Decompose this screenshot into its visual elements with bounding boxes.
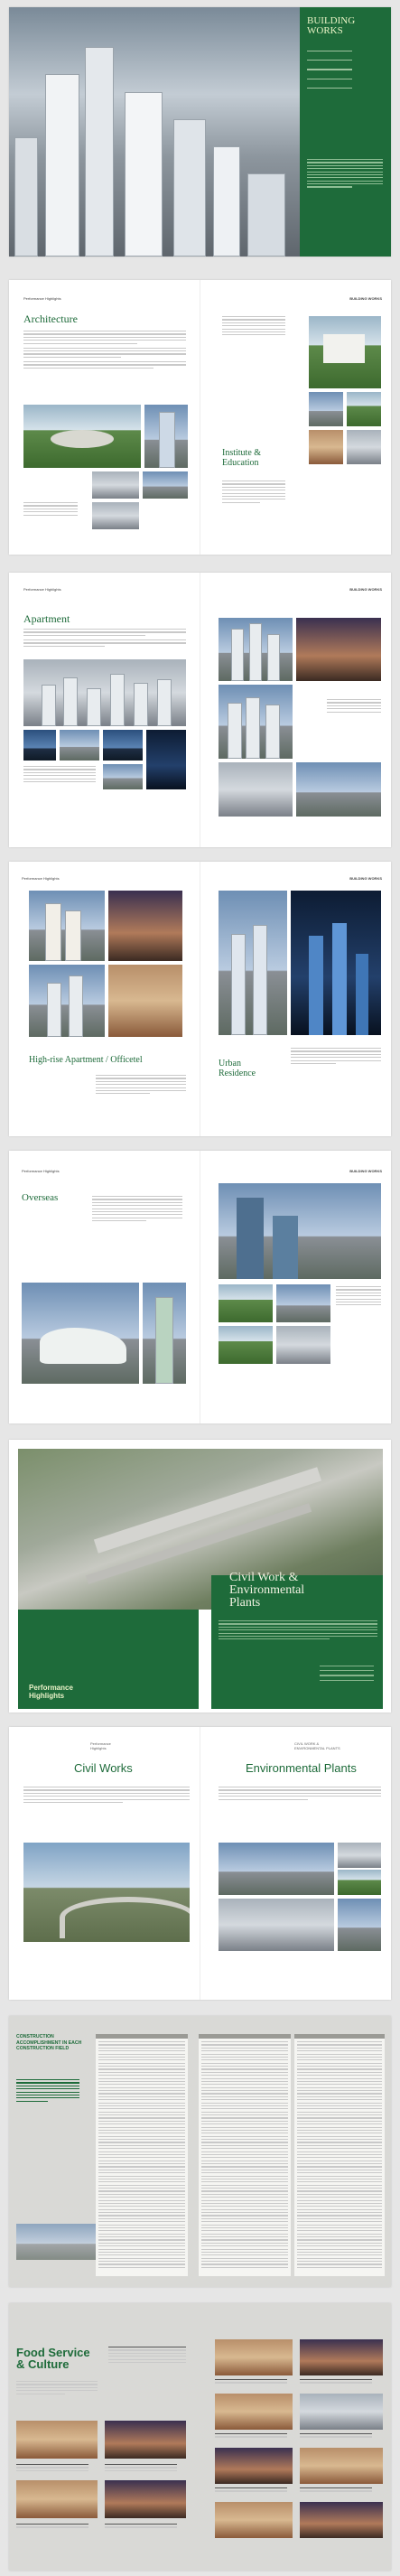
highrise-photo-1 — [29, 891, 105, 961]
apartment-caption-right — [327, 699, 381, 714]
apartment-photo-night — [23, 730, 56, 761]
apartment-photo-5 — [103, 764, 143, 789]
institute-body-text — [222, 481, 285, 505]
cover-body-text — [307, 159, 383, 190]
urban-title — [219, 1059, 256, 1078]
apartment-photo-2 — [60, 730, 99, 761]
environmental-plants-title: Environmental Plants — [246, 1761, 357, 1775]
food-title-line2: & Culture — [16, 2357, 70, 2371]
overseas-photo-glass-towers — [219, 1183, 381, 1279]
intro-line3: CONSTRUCTION FIELD — [16, 2046, 70, 2051]
accomplishment-table-3 — [294, 2034, 385, 2276]
food-caption-2 — [16, 2464, 88, 2473]
page-highrise — [9, 862, 391, 1136]
building-works-label: BUILDING WORKS — [349, 296, 382, 301]
performance-label — [90, 1741, 111, 1750]
architecture-photo-tower — [144, 405, 188, 468]
accomplishment-table-2 — [199, 2034, 291, 2276]
env-photo-5 — [338, 1899, 381, 1951]
civil-cover-index — [320, 1666, 374, 1685]
building-works-label: BUILDING WORKS — [349, 587, 382, 592]
overseas-photo-waveroof — [22, 1283, 139, 1384]
institute-photo-main — [309, 316, 381, 388]
apartment-photo-9 — [219, 762, 293, 817]
section-label: Performance Highlights — [23, 296, 61, 301]
overseas-photo-3 — [276, 1284, 330, 1322]
highrise-photo-3 — [29, 965, 105, 1037]
civil-photo-highway — [23, 1843, 190, 1942]
page-civil-cover — [9, 1440, 391, 1713]
performance-label-line1: Performance — [90, 1741, 111, 1746]
food-caption-3 — [105, 2464, 177, 2473]
apartment-photo-3 — [103, 730, 143, 761]
architecture-photo-museum — [23, 405, 141, 468]
food-caption-top — [108, 2347, 186, 2365]
accomplishment-skyline-photo — [16, 2224, 98, 2260]
page-food-service — [9, 2303, 391, 2571]
apartment-photo-7 — [296, 618, 381, 681]
cover-index-list — [307, 51, 352, 97]
performance-highlights-panel — [18, 1610, 199, 1709]
institute-title-line1: Institute & — [222, 448, 262, 458]
food-photo-12 — [300, 2502, 383, 2538]
food-photo-3 — [16, 2480, 98, 2518]
institute-title-line2: Education — [222, 458, 259, 468]
aerial-city-photo — [9, 7, 300, 257]
civil-cover-title-line1: Civil Work & — [229, 1571, 299, 1584]
food-service-title — [16, 2347, 90, 2370]
food-title-line1: Food Service — [16, 2346, 90, 2359]
urban-photo-towers — [219, 891, 287, 1035]
apartment-photo-6 — [219, 618, 293, 681]
food-caption-5 — [105, 2524, 177, 2530]
section-label: Performance Highlights — [23, 587, 61, 592]
cover-title-line2: WORKS — [307, 25, 343, 36]
performance-highlights-title — [29, 1684, 73, 1700]
institute-photo-4 — [309, 430, 343, 464]
intro-line1: CONSTRUCTION — [16, 2034, 54, 2039]
food-caption-8 — [215, 2433, 287, 2440]
performance-label-line2: Highlights — [90, 1746, 107, 1750]
civil-works-title: Civil Works — [74, 1761, 133, 1775]
architecture-body-text — [23, 331, 186, 370]
env-photo-1 — [219, 1843, 334, 1895]
food-caption-4 — [16, 2524, 88, 2530]
food-caption-9 — [300, 2433, 372, 2440]
institute-caption-list — [222, 316, 285, 338]
institute-photo-3 — [347, 392, 381, 426]
page-building-works-cover — [9, 7, 391, 257]
page-accomplishment — [9, 2016, 391, 2287]
architecture-photo-building-1 — [92, 471, 139, 499]
apartment-photo-10 — [296, 762, 381, 817]
section-label: Performance Highlights — [22, 1169, 60, 1173]
intro-line2: ACCOMPLISHMENT IN EACH — [16, 2039, 82, 2046]
env-photo-3 — [338, 1870, 381, 1895]
urban-photo-night — [291, 891, 381, 1035]
building-works-label: BUILDING WORKS — [349, 876, 382, 881]
page-overseas — [9, 1151, 391, 1423]
highrise-photo-4 — [108, 965, 182, 1037]
page-civil-works — [9, 1727, 391, 2000]
apartment-body-text — [23, 629, 186, 649]
apartment-photo-complex — [23, 659, 186, 726]
apartment-photo-8 — [219, 685, 293, 759]
food-caption-7 — [300, 2379, 372, 2385]
overseas-title: Overseas — [22, 1192, 59, 1203]
architecture-caption-list — [23, 502, 78, 518]
env-photo-4 — [219, 1899, 334, 1951]
food-photo-6 — [300, 2339, 383, 2375]
architecture-photo-building-2 — [143, 471, 188, 499]
food-photo-10 — [300, 2448, 383, 2484]
building-works-label: BUILDING WORKS — [349, 1169, 382, 1173]
food-caption-10 — [215, 2487, 287, 2494]
accomplishment-table-1 — [96, 2034, 188, 2276]
food-caption-6 — [215, 2379, 287, 2385]
overseas-photo-4 — [219, 1326, 273, 1364]
institute-photo-2 — [309, 392, 343, 426]
civil-cover-title — [229, 1572, 304, 1610]
apartment-title: Apartment — [23, 612, 70, 625]
civil-work-label-line1: CIVIL WORK & — [294, 1741, 320, 1746]
section-label: Performance Highlights — [22, 876, 60, 881]
overseas-body-text — [92, 1196, 182, 1223]
architecture-photo-building-3 — [92, 502, 139, 529]
env-photo-2 — [338, 1843, 381, 1868]
performance-title-line2: Highlights — [29, 1692, 65, 1700]
page-architecture — [9, 280, 391, 555]
food-photo-8 — [300, 2394, 383, 2430]
institute-photo-5 — [347, 430, 381, 464]
overseas-photo-5 — [276, 1326, 330, 1364]
overseas-caption-list — [336, 1286, 381, 1308]
food-photo-1 — [16, 2421, 98, 2459]
cover-green-panel — [300, 7, 391, 257]
apartment-caption-list — [23, 766, 96, 784]
civil-cover-title-line2: Environmental — [229, 1583, 305, 1597]
food-service-intro — [16, 2381, 98, 2396]
urban-body-text — [291, 1048, 381, 1066]
cover-title — [307, 16, 355, 36]
food-photo-2 — [105, 2421, 186, 2459]
civil-work-label — [294, 1741, 340, 1750]
food-photo-7 — [215, 2394, 293, 2430]
performance-title-line1: Performance — [29, 1684, 73, 1692]
civil-work-label-line2: ENVIRONMENTAL PLANTS — [294, 1746, 340, 1750]
environmental-body-text — [219, 1787, 381, 1802]
urban-title-line1: Urban — [219, 1059, 241, 1069]
architecture-title: Architecture — [23, 313, 78, 325]
food-photo-11 — [215, 2502, 293, 2538]
food-photo-9 — [215, 2448, 293, 2484]
civil-works-body-text — [23, 1787, 190, 1805]
overseas-photo-2 — [219, 1284, 273, 1322]
cover-title-line1: BUILDING — [307, 15, 356, 26]
page-apartment — [9, 573, 391, 847]
food-photo-4 — [105, 2480, 186, 2518]
overseas-photo-tower — [143, 1283, 186, 1384]
civil-cover-body-text — [219, 1620, 377, 1642]
urban-title-line2: Residence — [219, 1069, 256, 1078]
highrise-body-text — [96, 1075, 186, 1097]
apartment-photo-4 — [146, 730, 186, 789]
accomplishment-intro — [16, 2034, 81, 2052]
institute-title — [222, 448, 261, 468]
accomplishment-text — [16, 2079, 79, 2104]
civil-cover-title-line3: Plants — [229, 1596, 261, 1610]
highrise-photo-2 — [108, 891, 182, 961]
highrise-title: High-rise Apartment / Officetel — [29, 1055, 143, 1065]
food-photo-5 — [215, 2339, 293, 2375]
food-caption-11 — [300, 2487, 372, 2494]
